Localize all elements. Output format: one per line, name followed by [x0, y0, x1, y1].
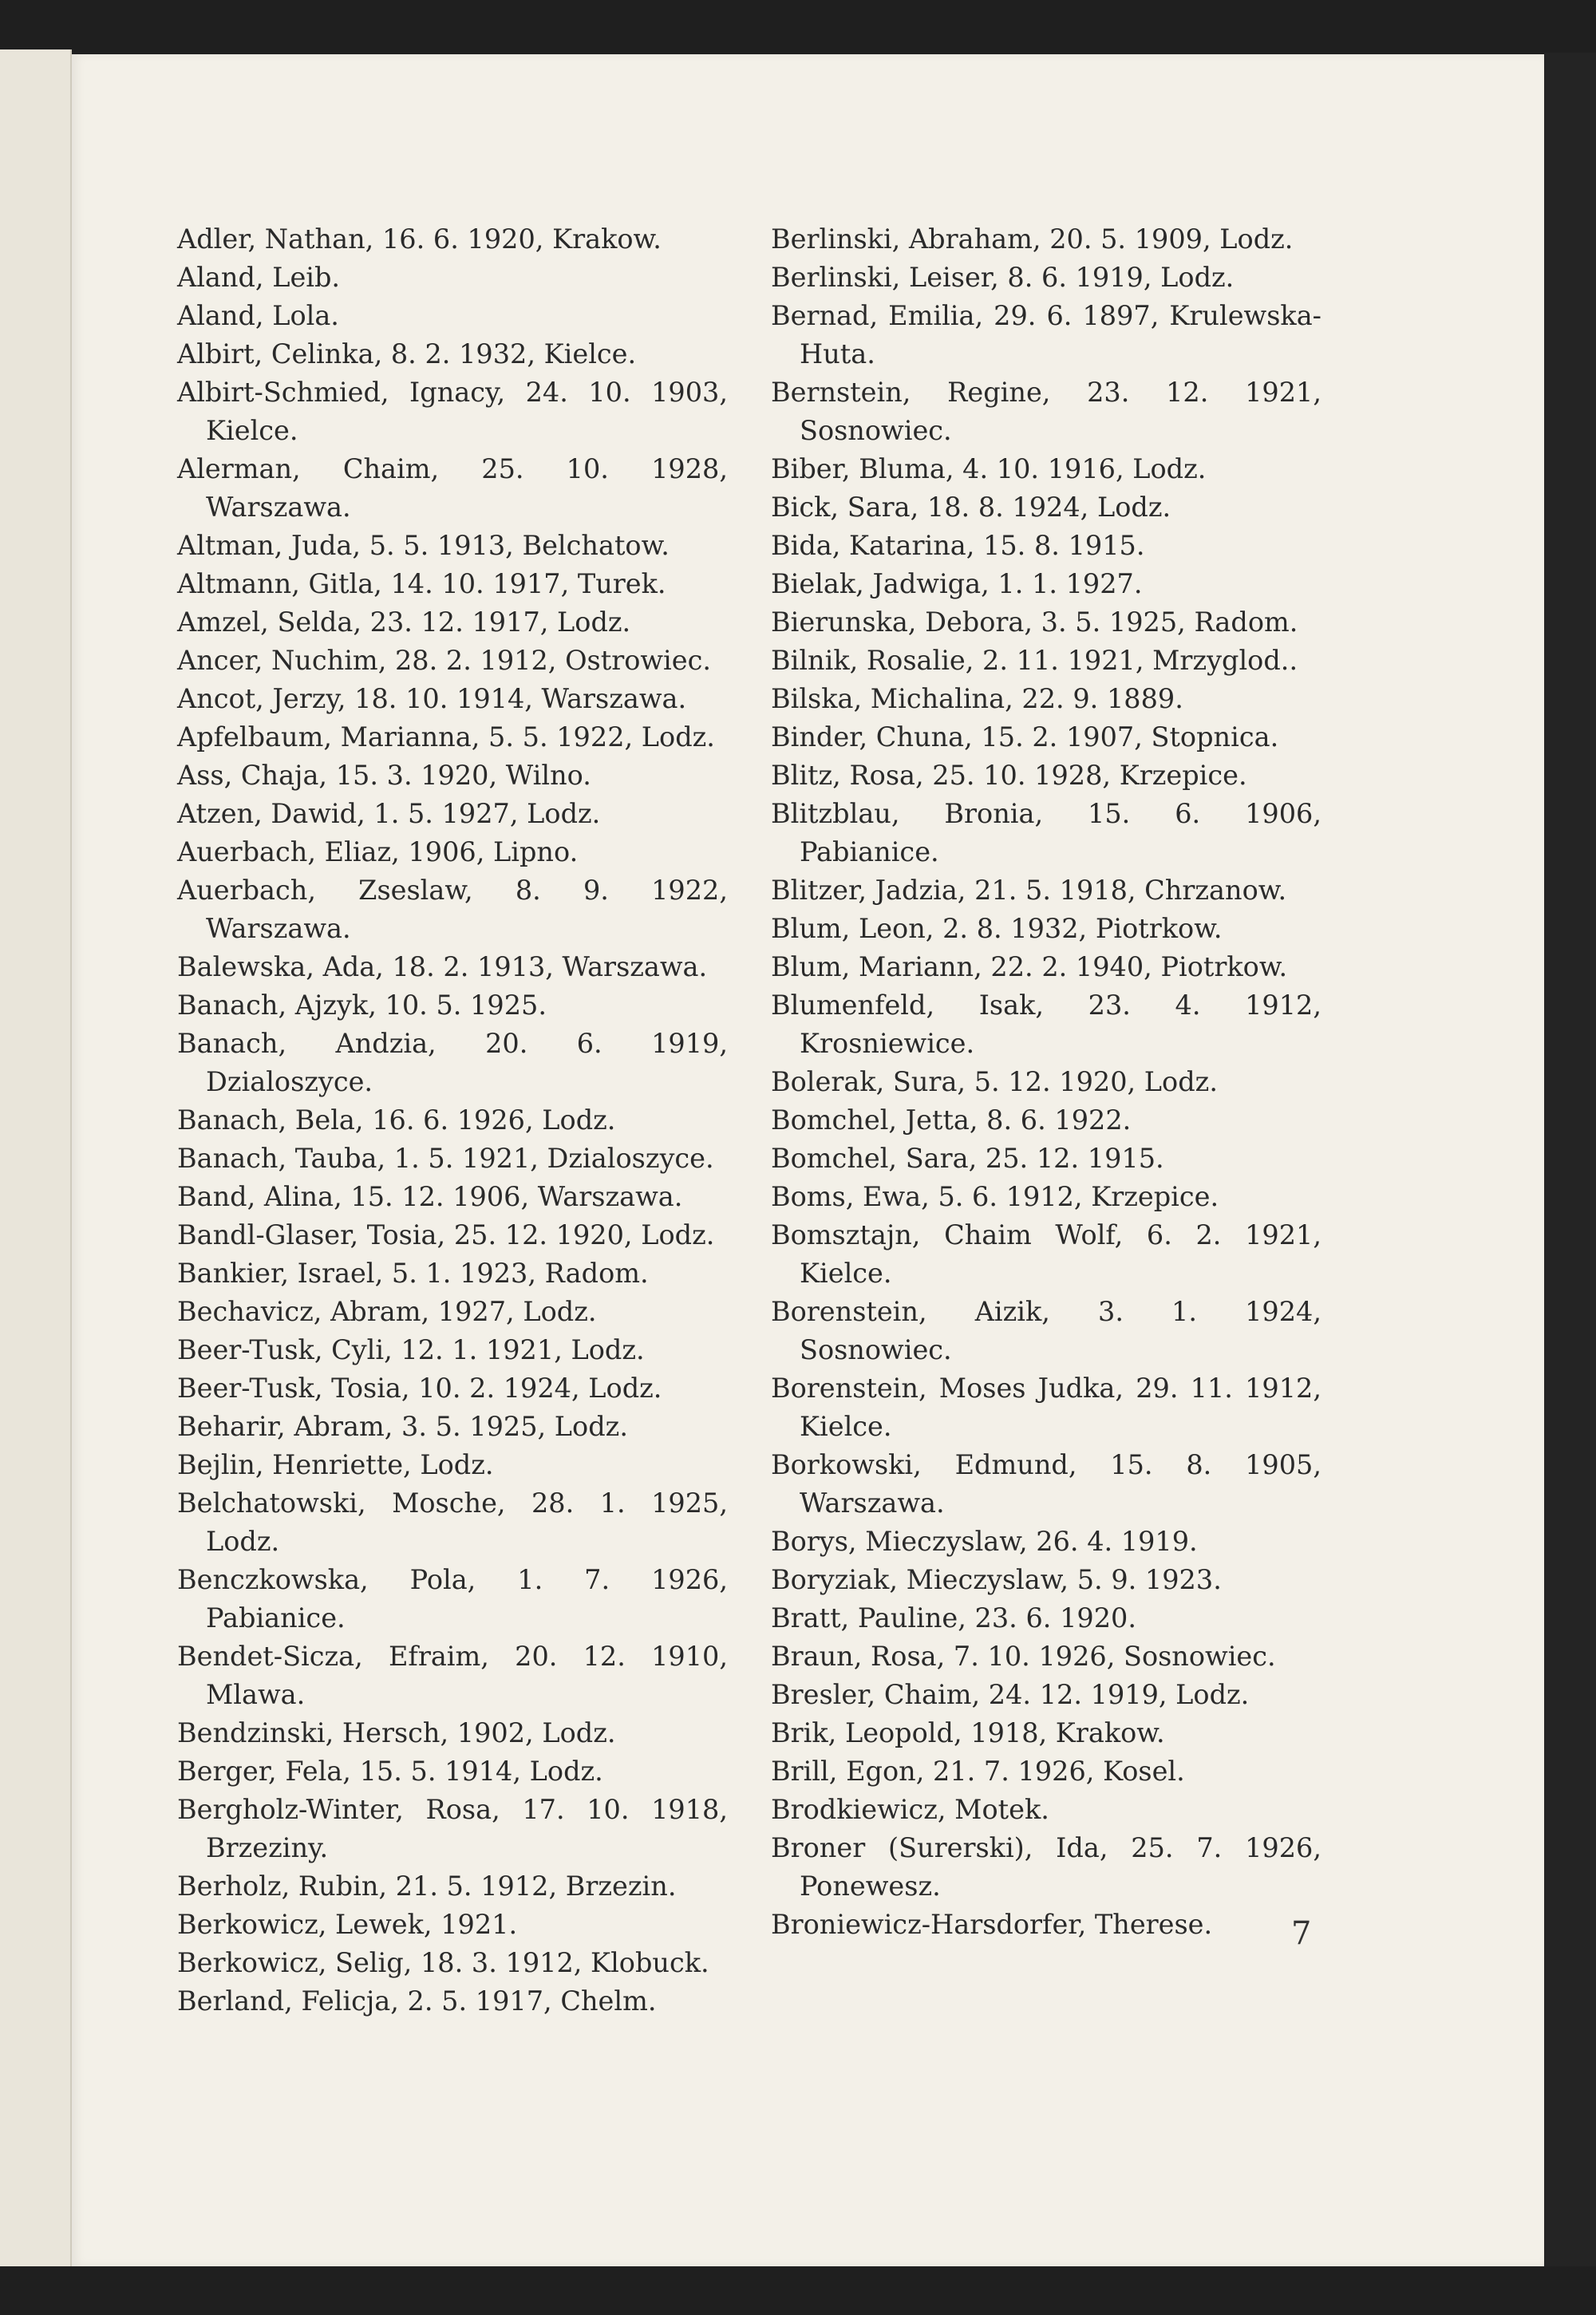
list-entry: Brodkiewicz, Motek. — [771, 1794, 1049, 1825]
list-entry: Blitzblau, Bronia, 15. 6. 1906, Pabianice. — [771, 798, 1321, 867]
facing-page-edge — [0, 49, 72, 2266]
list-entry: Benczkowska, Pola, 1. 7. 1926, Pabianice. — [177, 1564, 728, 1634]
list-entry: Biber, Bluma, 4. 10. 1916, Lodz. — [771, 453, 1207, 484]
name-list-left-column — [177, 220, 728, 2021]
list-entry: Bielak, Jadwiga, 1. 1. 1927. — [771, 568, 1143, 599]
list-entry: Aland, Lola. — [177, 300, 339, 331]
list-entry: Ancot, Jerzy, 18. 10. 1914, Warszawa. — [177, 683, 687, 714]
list-entry: Bick, Sara, 18. 8. 1924, Lodz. — [771, 492, 1171, 523]
list-entry: Bechavicz, Abram, 1927, Lodz. — [177, 1296, 597, 1327]
list-entry: Bandl-Glaser, Tosia, 25. 12. 1920, Lodz. — [177, 1219, 715, 1250]
page-number: 7 — [1291, 1915, 1312, 1952]
list-entry: Banach, Bela, 16. 6. 1926, Lodz. — [177, 1104, 616, 1136]
list-entry: Beer-Tusk, Cyli, 12. 1. 1921, Lodz. — [177, 1334, 645, 1365]
list-entry: Bomchel, Sara, 25. 12. 1915. — [771, 1143, 1164, 1174]
list-entry: Balewska, Ada, 18. 2. 1913, Warszawa. — [177, 951, 708, 982]
list-entry: Boms, Ewa, 5. 6. 1912, Krzepice. — [771, 1181, 1219, 1212]
list-entry: Borkowski, Edmund, 15. 8. 1905, Warszawa. — [771, 1449, 1321, 1519]
scan-background-top — [0, 0, 1596, 54]
list-entry: Aland, Leib. — [177, 262, 341, 293]
list-entry: Albirt-Schmied, Ignacy, 24. 10. 1903, Kielce. — [177, 377, 728, 446]
list-entry: Bejlin, Henriette, Lodz. — [177, 1449, 494, 1480]
list-entry: Banach, Andzia, 20. 6. 1919, Dzialoszyce. — [177, 1028, 728, 1097]
list-entry: Altmann, Gitla, 14. 10. 1917, Turek. — [177, 568, 666, 599]
list-entry: Berkowicz, Selig, 18. 3. 1912, Klobuck. — [177, 1947, 709, 1978]
list-entry: Alerman, Chaim, 25. 10. 1928, Warszawa. — [177, 453, 728, 523]
list-entry: Berlinski, Abraham, 20. 5. 1909, Lodz. — [771, 223, 1294, 255]
list-entry: Bolerak, Sura, 5. 12. 1920, Lodz. — [771, 1066, 1218, 1097]
list-entry: Ass, Chaja, 15. 3. 1920, Wilno. — [177, 760, 591, 791]
list-entry: Albirt, Celinka, 8. 2. 1932, Kielce. — [177, 338, 637, 369]
list-entry: Banach, Tauba, 1. 5. 1921, Dzialoszyce. — [177, 1143, 714, 1174]
list-entry: Blum, Mariann, 22. 2. 1940, Piotrkow. — [771, 951, 1288, 982]
list-entry: Bankier, Israel, 5. 1. 1923, Radom. — [177, 1258, 649, 1289]
document-page — [72, 54, 1544, 2266]
list-entry: Banach, Ajzyk, 10. 5. 1925. — [177, 990, 547, 1021]
list-entry: Band, Alina, 15. 12. 1906, Warszawa. — [177, 1181, 683, 1212]
scan-background-bottom — [0, 2266, 1596, 2315]
list-entry: Adler, Nathan, 16. 6. 1920, Krakow. — [177, 223, 662, 255]
list-entry: Bratt, Pauline, 23. 6. 1920. — [771, 1602, 1136, 1634]
list-entry: Amzel, Selda, 23. 12. 1917, Lodz. — [177, 606, 631, 638]
list-entry: Bilnik, Rosalie, 2. 11. 1921, Mrzyglod.. — [771, 645, 1298, 676]
list-entry: Bresler, Chaim, 24. 12. 1919, Lodz. — [771, 1679, 1250, 1710]
list-entry: Berger, Fela, 15. 5. 1914, Lodz. — [177, 1756, 603, 1787]
list-entry: Bomchel, Jetta, 8. 6. 1922. — [771, 1104, 1132, 1136]
list-entry: Belchatowski, Mosche, 28. 1. 1925, Lodz. — [177, 1487, 728, 1557]
list-entry: Blitzer, Jadzia, 21. 5. 1918, Chrzanow. — [771, 875, 1287, 906]
list-entry: Blumenfeld, Isak, 23. 4. 1912, Krosniewice. — [771, 990, 1321, 1059]
list-entry: Borenstein, Moses Judka, 29. 11. 1912, Kielce. — [771, 1373, 1321, 1442]
list-entry: Bergholz-Winter, Rosa, 17. 10. 1918, Brzeziny. — [177, 1794, 728, 1863]
list-entry: Bida, Katarina, 15. 8. 1915. — [771, 530, 1145, 561]
list-entry: Blum, Leon, 2. 8. 1932, Piotrkow. — [771, 913, 1223, 944]
list-entry: Broniewicz-Harsdorfer, Therese. — [771, 1909, 1213, 1940]
list-entry: Berholz, Rubin, 21. 5. 1912, Brzezin. — [177, 1871, 677, 1902]
list-entry: Blitz, Rosa, 25. 10. 1928, Krzepice. — [771, 760, 1247, 791]
list-entry: Atzen, Dawid, 1. 5. 1927, Lodz. — [177, 798, 601, 829]
scan-background-right — [1544, 53, 1596, 2268]
list-entry: Bernad, Emilia, 29. 6. 1897, Krulewska-Huta. — [771, 300, 1321, 369]
list-entry: Bernstein, Regine, 23. 12. 1921, Sosnowiec. — [771, 377, 1321, 446]
list-entry: Bilska, Michalina, 22. 9. 1889. — [771, 683, 1183, 714]
list-entry: Ancer, Nuchim, 28. 2. 1912, Ostrowiec. — [177, 645, 712, 676]
list-entry: Brik, Leopold, 1918, Krakow. — [771, 1717, 1165, 1748]
list-entry: Bendzinski, Hersch, 1902, Lodz. — [177, 1717, 616, 1748]
list-entry: Brill, Egon, 21. 7. 1926, Kosel. — [771, 1756, 1185, 1787]
list-entry: Borenstein, Aizik, 3. 1. 1924, Sosnowiec. — [771, 1296, 1321, 1365]
list-entry: Borys, Mieczyslaw, 26. 4. 1919. — [771, 1526, 1198, 1557]
list-entry: Bomsztajn, Chaim Wolf, 6. 2. 1921, Kielce. — [771, 1219, 1321, 1289]
list-entry: Altman, Juda, 5. 5. 1913, Belchatow. — [177, 530, 670, 561]
list-entry: Broner (Surerski), Ida, 25. 7. 1926, Ponewesz. — [771, 1832, 1321, 1902]
list-entry: Apfelbaum, Marianna, 5. 5. 1922, Lodz. — [177, 721, 715, 753]
list-entry: Binder, Chuna, 15. 2. 1907, Stopnica. — [771, 721, 1279, 753]
list-entry: Berkowicz, Lewek, 1921. — [177, 1909, 518, 1940]
list-entry: Boryziak, Mieczyslaw, 5. 9. 1923. — [771, 1564, 1222, 1595]
list-entry: Auerbach, Eliaz, 1906, Lipno. — [177, 836, 579, 867]
name-list-right-column — [771, 220, 1321, 1944]
list-entry: Berlinski, Leiser, 8. 6. 1919, Lodz. — [771, 262, 1235, 293]
list-entry: Beer-Tusk, Tosia, 10. 2. 1924, Lodz. — [177, 1373, 662, 1404]
list-entry: Bierunska, Debora, 3. 5. 1925, Radom. — [771, 606, 1298, 638]
list-entry: Beharir, Abram, 3. 5. 1925, Lodz. — [177, 1411, 628, 1442]
list-entry: Auerbach, Zseslaw, 8. 9. 1922, Warszawa. — [177, 875, 728, 944]
list-entry: Berland, Felicja, 2. 5. 1917, Chelm. — [177, 1985, 657, 2017]
list-entry: Braun, Rosa, 7. 10. 1926, Sosnowiec. — [771, 1641, 1276, 1672]
list-entry: Bendet-Sicza, Efraim, 20. 12. 1910, Mlawa. — [177, 1641, 728, 1710]
